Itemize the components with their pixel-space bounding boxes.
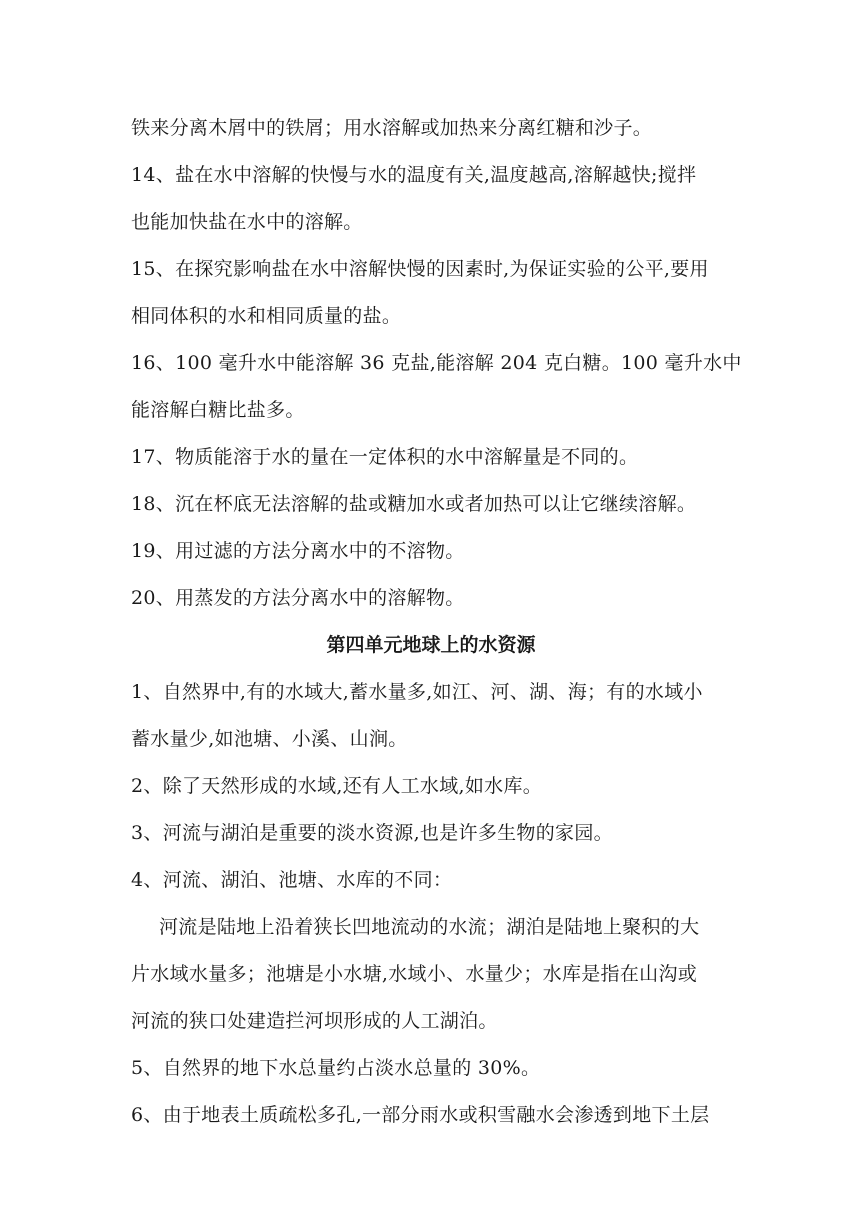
text-line: 16、100 毫升水中能溶解 36 克盐,能溶解 204 克白糖。100 毫升水中 xyxy=(131,352,742,374)
document-body xyxy=(131,112,742,1146)
text-line: 3、河流与湖泊是重要的淡水资源,也是许多生物的家园。 xyxy=(131,822,613,844)
text-line: 19、用过滤的方法分离水中的不溶物。 xyxy=(131,540,465,562)
text-line: 河流的狭口处建造拦河坝形成的人工湖泊。 xyxy=(131,1010,498,1032)
text-line: 14、盐在水中溶解的快慢与水的温度有关,温度越高,溶解越快;搅拌 xyxy=(131,164,697,186)
text-line: 也能加快盐在水中的溶解。 xyxy=(131,211,363,233)
text-line: 河流是陆地上沿着狭长凹地流动的水流；湖泊是陆地上聚积的大 xyxy=(159,916,700,938)
text-line: 17、物质能溶于水的量在一定体积的水中溶解量是不同的。 xyxy=(131,446,639,468)
section-heading: 第四单元地球上的水资源 xyxy=(326,634,536,656)
text-line: 4、河流、湖泊、池塘、水库的不同： xyxy=(131,869,453,891)
text-line: 6、由于地表土质疏松多孔,一部分雨水或积雪融水会渗透到地下土层 xyxy=(131,1104,710,1126)
text-line: 片水域水量多；池塘是小水塘,水域小、水量少；水库是指在山沟或 xyxy=(131,963,698,985)
text-line: 18、沉在杯底无法溶解的盐或糖加水或者加热可以让它继续溶解。 xyxy=(131,493,697,515)
text-line: 铁来分离木屑中的铁屑；用水溶解或加热来分离红糖和沙子。 xyxy=(131,117,653,139)
text-line: 1、自然界中,有的水域大,蓄水量多,如江、河、湖、海；有的水域小 xyxy=(131,681,703,703)
text-line: 15、在探究影响盐在水中溶解快慢的因素时,为保证实验的公平,要用 xyxy=(131,258,709,280)
text-line: 5、自然界的地下水总量约占淡水总量的 30%。 xyxy=(131,1057,541,1079)
text-line: 20、用蒸发的方法分离水中的溶解物。 xyxy=(131,587,465,609)
text-line: 2、除了天然形成的水域,还有人工水域,如水库。 xyxy=(131,775,543,797)
text-line: 蓄水量少,如池塘、小溪、山涧。 xyxy=(131,728,408,750)
text-line: 相同体积的水和相同质量的盐。 xyxy=(131,305,402,327)
text-line: 能溶解白糖比盐多。 xyxy=(131,399,305,421)
